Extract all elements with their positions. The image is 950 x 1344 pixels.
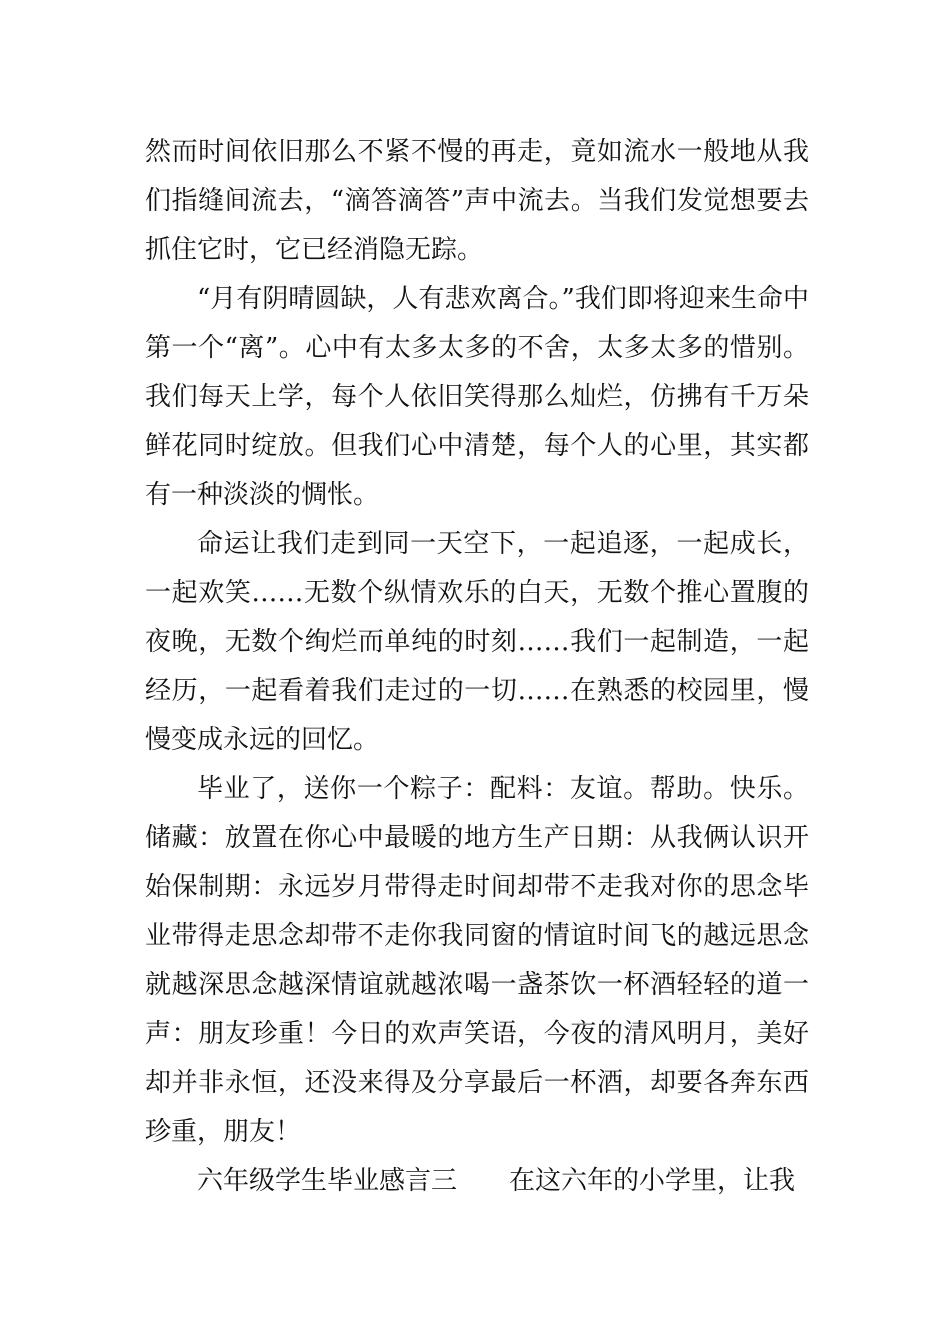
section-heading: 六年级学生毕业感言三 — [197, 1166, 458, 1196]
document-page — [145, 128, 809, 1206]
section-paragraph — [145, 1157, 809, 1206]
paragraph-4: 毕业了，送你一个粽子：配料：友谊。帮助。快乐。储藏：放置在你心中最暖的地方生产日期：从我俩认识开始保制期：永远岁月带得走时间却带不走我对你的思念毕业带得走思念却带不走你我同窗的情谊时间飞的越远思念就越深思念越深情谊就越浓喝一盏茶饮一杯酒轻轻的道一声：朋友珍重！今日的欢声笑语，今夜的清风明月，美好却并非永恒，还没来得及分享最后一杯酒，却要各奔东西珍重，朋友！ — [145, 774, 809, 1147]
section-text: 在这六年的小学里，让我 — [509, 1166, 796, 1196]
paragraph-2: “月有阴晴圆缺，人有悲欢离合。”我们即将迎来生命中第一个“离”。心中有太多太多的不舍，太多太多的惜别。我们每天上学，每个人依旧笑得那么灿烂，仿拂有千万朵鲜花同时绽放。但我们心中清楚，每个人的心里，其实都有一种淡淡的惆怅。 — [145, 284, 809, 510]
paragraph-1: 然而时间依旧那么不紧不慢的再走，竟如流水一般地从我们指缝间流去，“滴答滴答”声中流去。当我们发觉想要去抓住它时，它已经消隐无踪。 — [145, 137, 809, 265]
paragraph-3: 命运让我们走到同一天空下，一起追逐，一起成长，一起欢笑……无数个纵情欢乐的白天，无数个推心置腹的夜晚，无数个绚烂而单纯的时刻……我们一起制造，一起经历，一起看着我们走过的一切……在熟悉的校园里，慢慢变成永远的回忆。 — [145, 529, 809, 755]
